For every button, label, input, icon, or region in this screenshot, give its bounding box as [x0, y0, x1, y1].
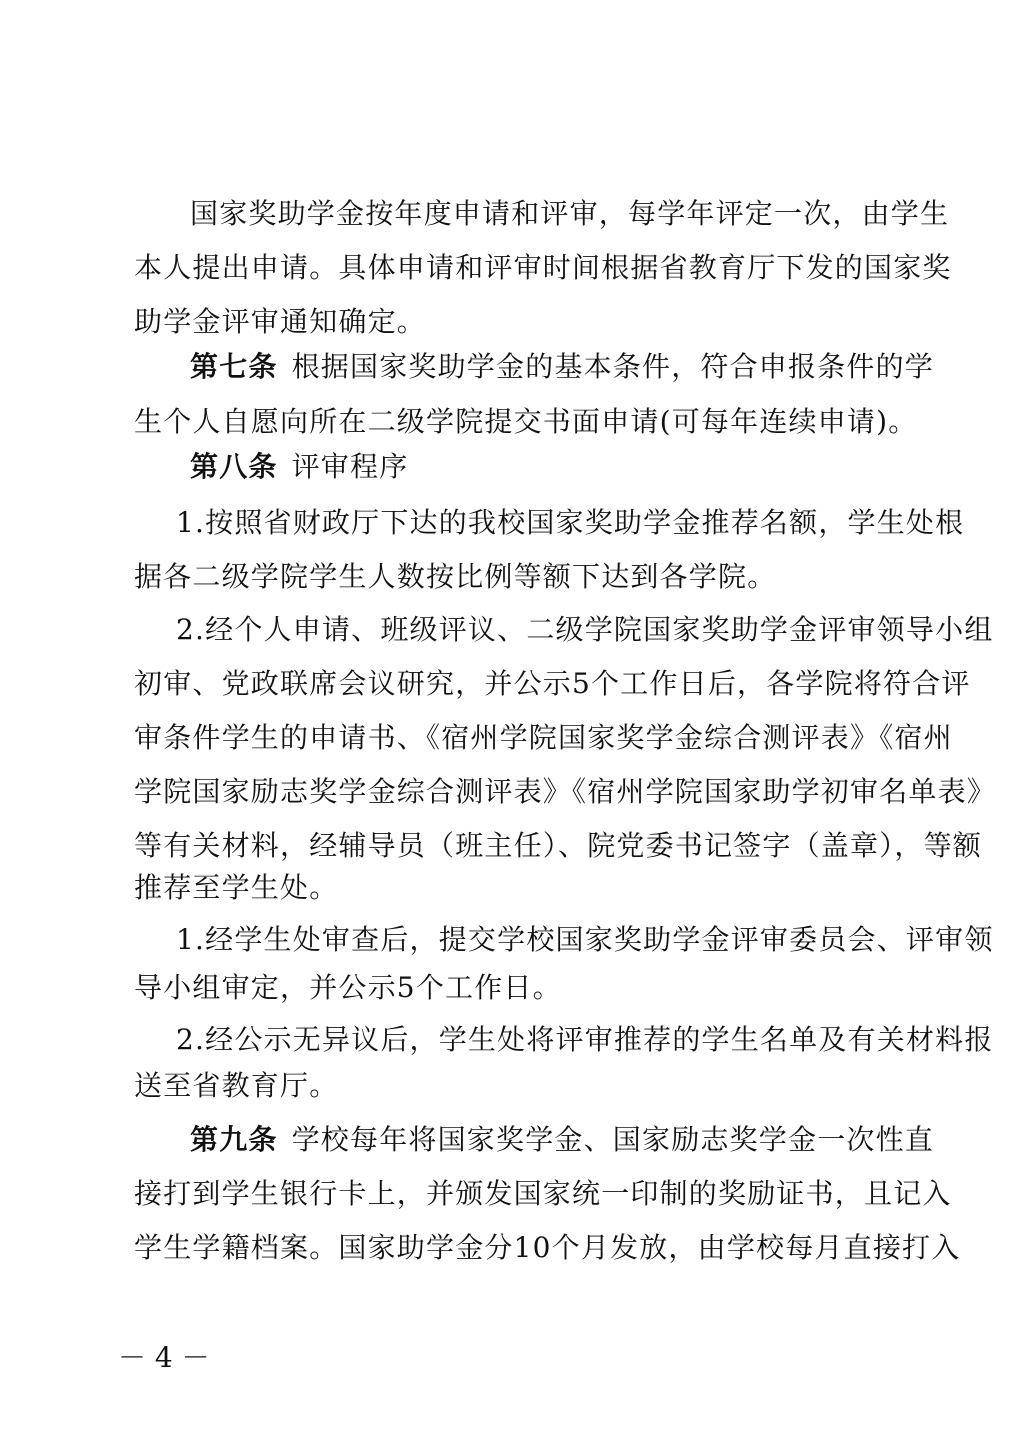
article-9-line-3	[134, 1220, 961, 1276]
line-text: 2.经个人申请、班级评议、二级学院国家奖助学金评审领导小组	[176, 613, 994, 646]
procedure-item-line-8	[134, 860, 904, 916]
article-heading: 第七条	[190, 350, 278, 383]
line-text: 评审程序	[291, 450, 409, 483]
procedure-item-line-5	[134, 710, 953, 766]
article-heading: 第八条	[190, 450, 278, 483]
line-text: 2.经公示无异议后，学生处将评审推荐的学生名单及有关材料报	[176, 1023, 994, 1056]
procedure-item-line-6	[134, 764, 997, 820]
line-text: 等有关材料，经辅导员（班主任）、院党委书记签字（盖章），等额	[134, 829, 983, 862]
procedure-item-line-1	[176, 495, 965, 551]
line-text: 本人提出申请。具体申请和评审时间根据省教育厅下发的国家奖	[134, 251, 952, 284]
article-7-line-1	[190, 339, 935, 395]
paragraph-line-1	[190, 186, 950, 242]
procedure-item-line-3	[176, 602, 994, 658]
line-text: 接打到学生银行卡上，并颁发国家统一印制的奖励证书，且记入	[134, 1177, 952, 1210]
procedure-item-line-12	[134, 1058, 904, 1114]
line-text: 导小组审定，并公示5个工作日。	[134, 971, 562, 1004]
line-text: 学院国家励志奖学金综合测评表》《宿州学院国家助学初审名单表》	[134, 775, 997, 808]
line-text: 国家奖助学金按年度申请和评审，每学年评定一次，由学生	[190, 197, 950, 230]
line-text: 初审、党政联席会议研究，并公示5个工作日后，各学院将符合评	[134, 667, 971, 700]
line-text: 据各二级学院学生人数按比例等额下达到各学院。	[134, 560, 777, 593]
line-text: 学生学籍档案。国家助学金分10个月发放，由学校每月直接打入	[134, 1231, 961, 1264]
line-text: 根据国家奖助学金的基本条件，符合申报条件的学	[291, 350, 935, 383]
article-9-line-1	[190, 1112, 935, 1168]
procedure-item-line-2	[134, 549, 904, 605]
procedure-item-line-4	[134, 656, 971, 712]
paragraph-line-2	[134, 240, 952, 296]
line-text: 1.按照省财政厅下达的我校国家奖助学金推荐名额，学生处根	[176, 506, 965, 539]
line-text: 生个人自愿向所在二级学院提交书面申请(可每年连续申请)。	[134, 405, 918, 438]
line-text: 1.经学生处审查后，提交学校国家奖助学金评审委员会、评审领	[176, 923, 994, 956]
article-9-line-2	[134, 1166, 952, 1222]
line-text: 助学金评审通知确定。	[134, 305, 427, 338]
article-heading: 第九条	[190, 1123, 278, 1156]
article-8-heading-line	[190, 439, 904, 495]
page-number: － 4 －	[118, 1341, 210, 1374]
line-text: 审条件学生的申请书、《宿州学院国家奖学金综合测评表》《宿州	[134, 721, 953, 754]
line-text: 学校每年将国家奖学金、国家励志奖学金一次性直	[291, 1123, 935, 1156]
line-text: 推荐至学生处。	[134, 871, 339, 904]
procedure-item-line-10	[134, 960, 904, 1016]
line-text: 送至省教育厅。	[134, 1069, 339, 1102]
